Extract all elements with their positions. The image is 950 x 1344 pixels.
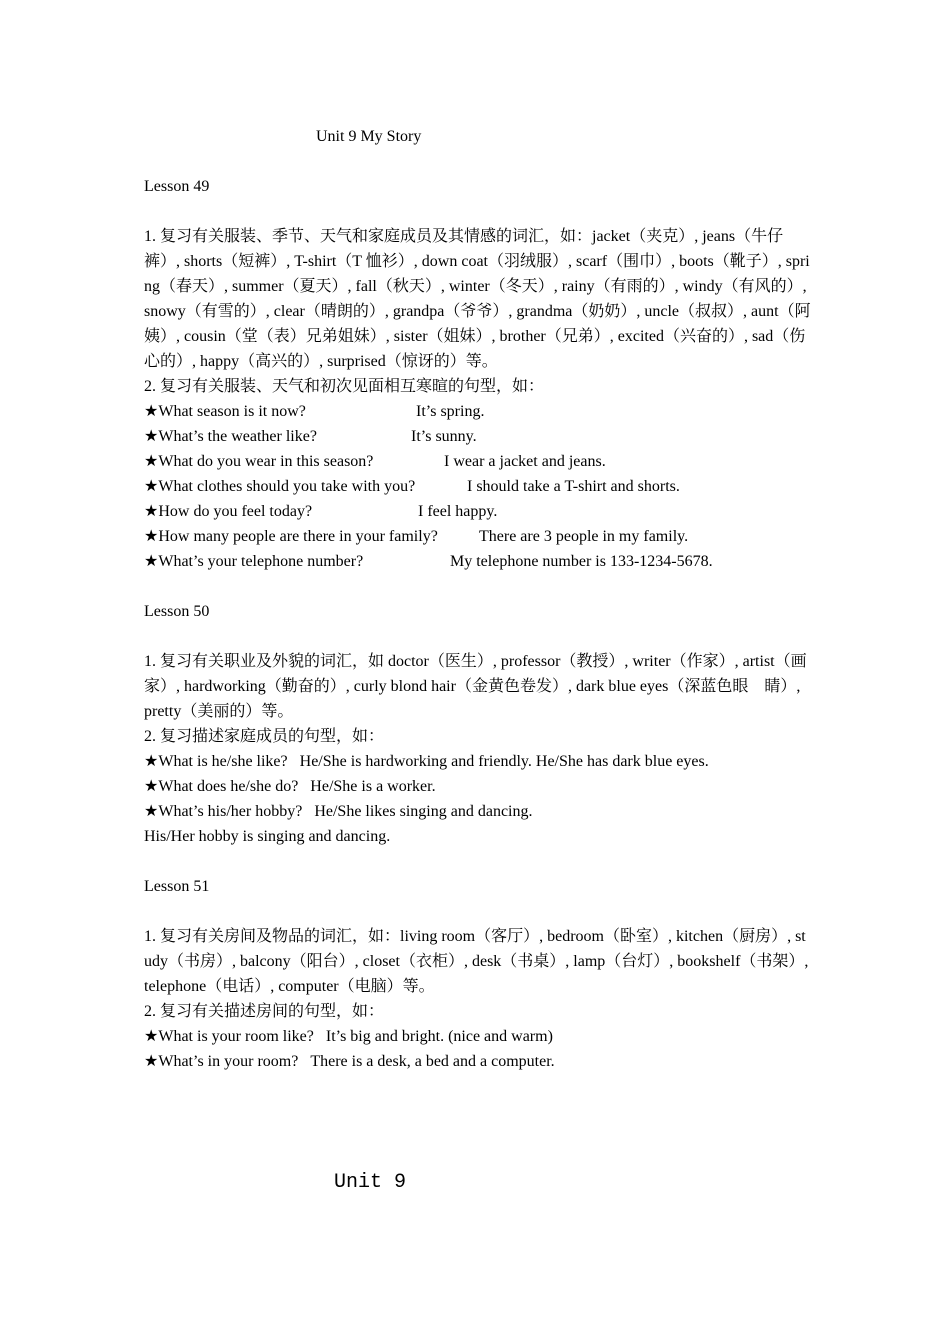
lesson-49-heading: Lesson 49 bbox=[144, 178, 210, 195]
star-icon: ★ bbox=[144, 1053, 159, 1070]
answer: I feel happy. bbox=[418, 503, 498, 520]
lesson-50-heading: Lesson 50 bbox=[144, 603, 210, 620]
lesson-50-extra-line: His/Her hobby is singing and dancing. bbox=[144, 828, 391, 845]
star-icon: ★ bbox=[144, 528, 159, 545]
lesson-50-vocabulary: 1. 复习有关职业及外貌的词汇，如 doctor（医生）, professor（教授）, writer（作家）, artist（画家）, hardworking（勤奋的）, curly blond hair（金黄色卷发）, dark blue eyes（深蓝色眼 睛）, pretty（美丽的）等。 bbox=[144, 653, 807, 720]
lesson-49-qa-row bbox=[144, 524, 812, 549]
question: What does he/she do? bbox=[158, 778, 299, 795]
answer: He/She is a worker. bbox=[310, 778, 436, 795]
star-icon: ★ bbox=[144, 1028, 159, 1045]
lesson-49-sentence-intro: 2. 复习有关服装、天气和初次见面相互寒暄的句型，如： bbox=[144, 378, 545, 395]
star-icon: ★ bbox=[144, 803, 159, 820]
star-icon: ★ bbox=[144, 553, 159, 570]
lesson-51-heading: Lesson 51 bbox=[144, 878, 210, 895]
lesson-50-qa-row bbox=[144, 799, 812, 824]
star-icon: ★ bbox=[144, 503, 159, 520]
question: What’s in your room? bbox=[158, 1053, 299, 1070]
lesson-49-qa-row bbox=[144, 474, 812, 499]
lesson-50-sentence-intro: 2. 复习描述家庭成员的句型，如： bbox=[144, 728, 385, 745]
lesson-50-qa-row bbox=[144, 749, 812, 774]
question: What’s his/her hobby? bbox=[158, 803, 303, 820]
question: What season is it now? bbox=[158, 403, 306, 420]
lesson-49-vocabulary: 1. 复习有关服装、季节、天气和家庭成员及其情感的词汇，如：jacket（夹克）, jeans（牛仔裤）, shorts（短裤）, T-shirt（T 恤衫）, down coat（羽绒服）, scarf（围巾）, boots（靴子）, spring（春天）, summer（夏天）, fall（秋天）, winter（冬天）, rainy（有雨的）, windy（有风的）, snowy（有雪的）, clear（晴朗的）, grandpa（爷爷）, grandma（奶奶）, uncle（叔叔）, aunt（阿姨）, cousin（堂（表）兄弟姐妹）, sister（姐妹）, brother（兄弟）, excited（兴奋的）, sad（伤心的）, happy（高兴的）, surprised（惊讶的）等。 bbox=[144, 228, 811, 370]
answer: It’s spring. bbox=[416, 403, 485, 420]
answer: He/She likes singing and dancing. bbox=[314, 803, 533, 820]
answer: It’s big and bright. (nice and warm) bbox=[325, 1028, 553, 1045]
question: How do you feel today? bbox=[158, 503, 313, 520]
question: What is he/she like? bbox=[158, 753, 288, 770]
footer-unit-label: Unit 9 bbox=[334, 1171, 407, 1194]
answer: I should take a T-shirt and shorts. bbox=[467, 478, 680, 495]
question: What’s the weather like? bbox=[158, 428, 317, 445]
lesson-50-qa-row bbox=[144, 774, 812, 799]
lesson-49-qa-row bbox=[144, 549, 812, 574]
document-page bbox=[144, 124, 812, 1074]
answer: I wear a jacket and jeans. bbox=[444, 453, 606, 470]
lesson-51-section bbox=[144, 874, 812, 1074]
question: What clothes should you take with you? bbox=[158, 478, 416, 495]
answer: There is a desk, a bed and a computer. bbox=[310, 1053, 555, 1070]
star-icon: ★ bbox=[144, 778, 159, 795]
lesson-49-section bbox=[144, 174, 812, 599]
lesson-51-qa-row bbox=[144, 1049, 812, 1074]
question: What is your room like? bbox=[158, 1028, 314, 1045]
answer: There are 3 people in my family. bbox=[479, 528, 689, 545]
question: What do you wear in this season? bbox=[158, 453, 374, 470]
answer: He/She is hardworking and friendly. He/She has dark blue eyes. bbox=[299, 753, 709, 770]
lesson-49-qa-row bbox=[144, 499, 812, 524]
lesson-49-qa-row bbox=[144, 399, 812, 424]
star-icon: ★ bbox=[144, 478, 159, 495]
lesson-50-section bbox=[144, 599, 812, 874]
lesson-49-qa-row bbox=[144, 424, 812, 449]
document-title: Unit 9 My Story bbox=[316, 128, 422, 145]
star-icon: ★ bbox=[144, 753, 159, 770]
answer: My telephone number is 133-1234-5678. bbox=[450, 553, 713, 570]
star-icon: ★ bbox=[144, 428, 159, 445]
star-icon: ★ bbox=[144, 453, 159, 470]
lesson-51-vocabulary: 1. 复习有关房间及物品的词汇，如：living room（客厅）, bedroom（卧室）, kitchen（厨房）, study（书房）, balcony（阳台）, closet（衣柜）, desk（书桌）, lamp（台灯）, bookshelf（书架）, telephone（电话）, computer（电脑）等。 bbox=[144, 928, 809, 995]
star-icon: ★ bbox=[144, 403, 159, 420]
lesson-49-qa-row bbox=[144, 449, 812, 474]
lesson-51-sentence-intro: 2. 复习有关描述房间的句型，如： bbox=[144, 1003, 385, 1020]
answer: It’s sunny. bbox=[411, 428, 477, 445]
question: What’s your telephone number? bbox=[158, 553, 364, 570]
question: How many people are there in your family? bbox=[158, 528, 438, 545]
lesson-51-qa-row bbox=[144, 1024, 812, 1049]
